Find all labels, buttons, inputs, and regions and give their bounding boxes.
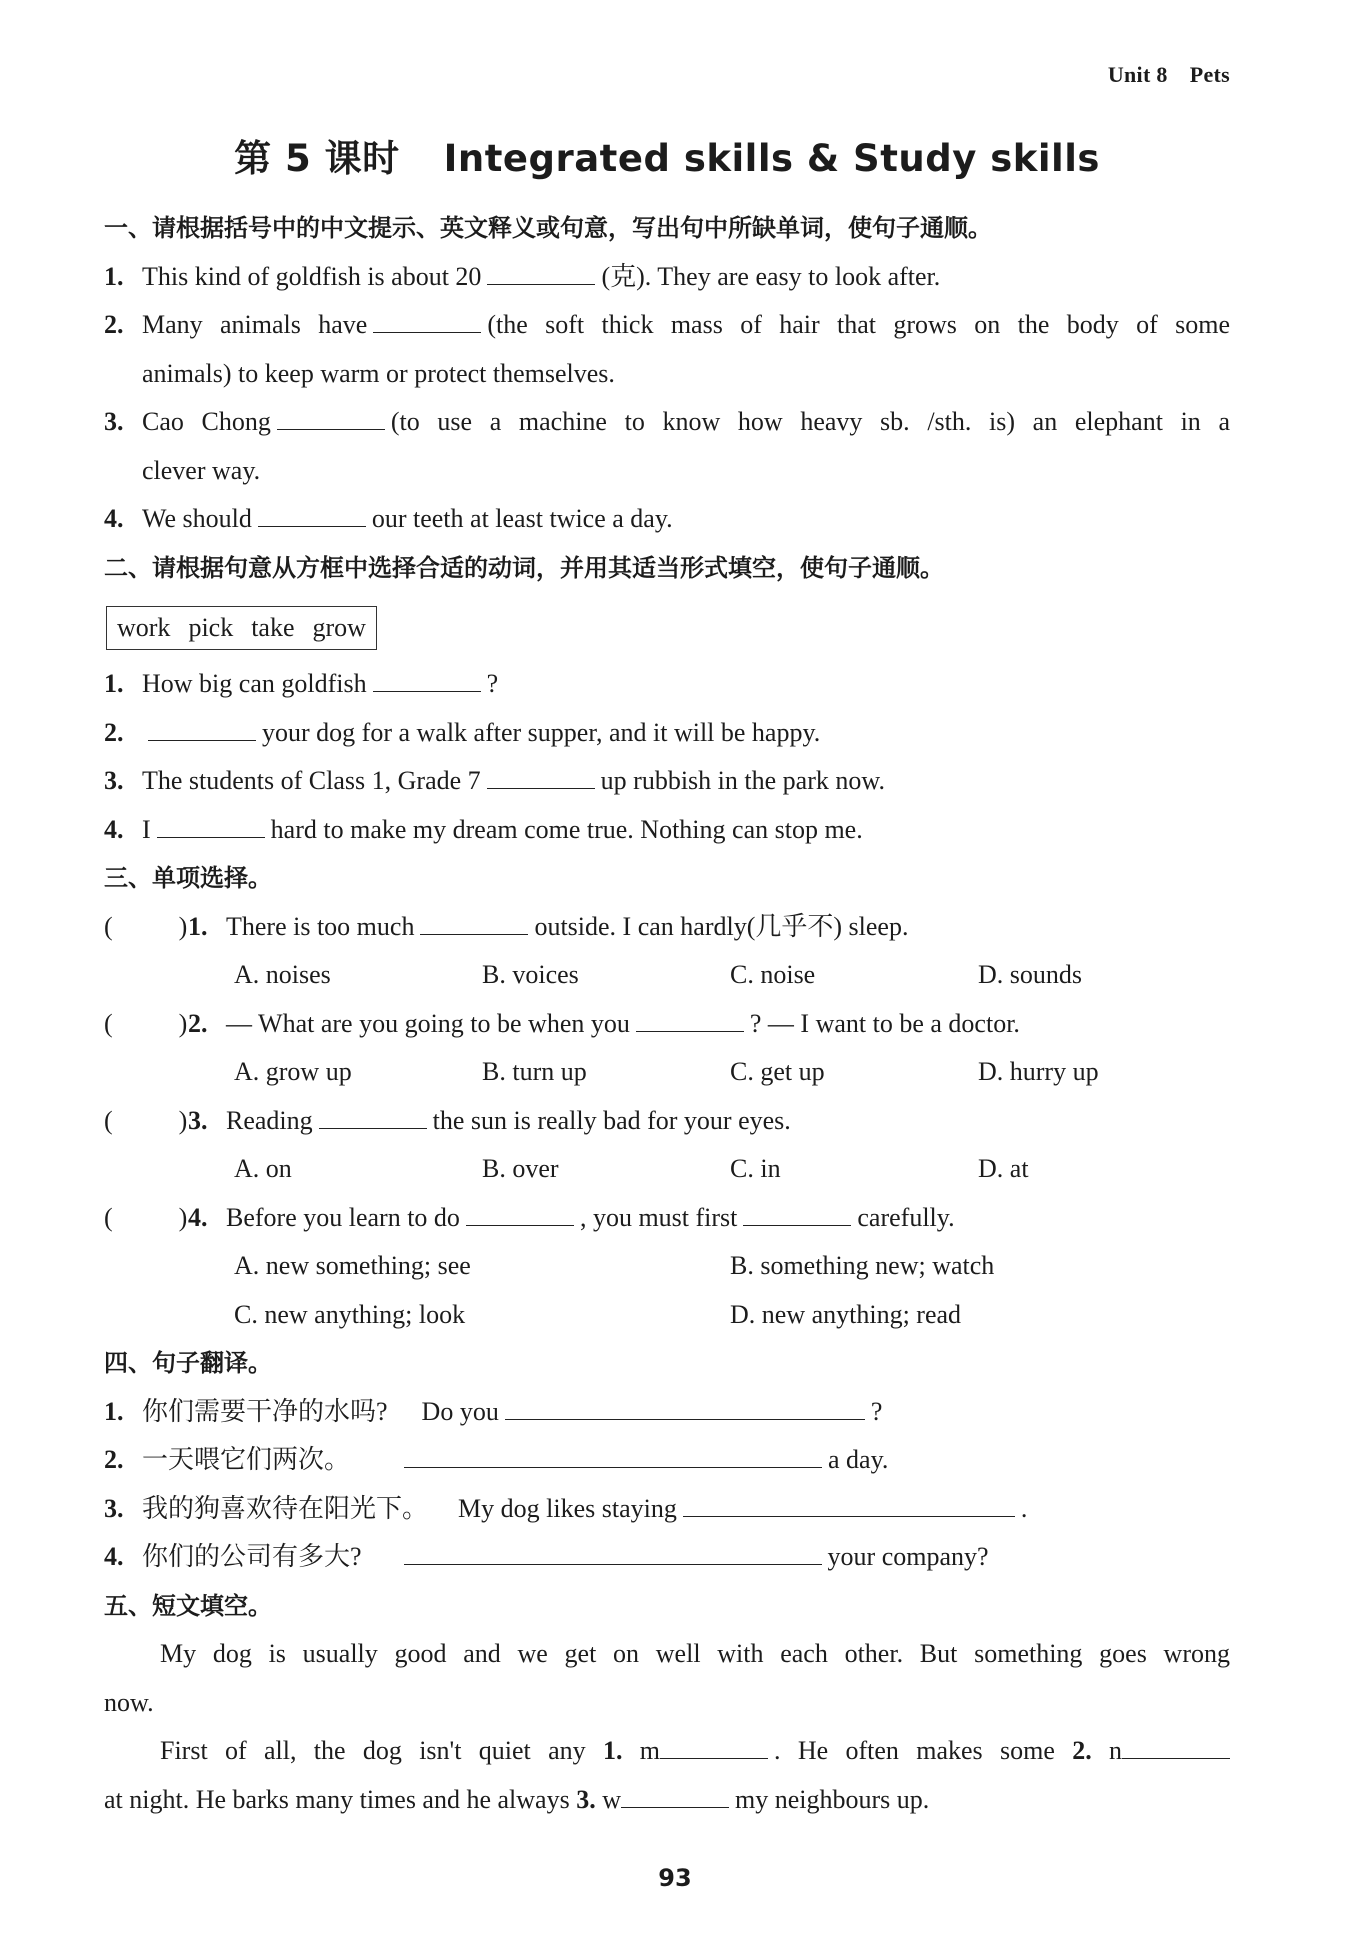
option-d[interactable]: D. at [978, 1154, 1029, 1183]
section-1-heading: 一、请根据括号中的中文提示、英文释义或句意，写出句中所缺单词，使句子通顺。 [104, 214, 992, 242]
section-4-heading: 四、句子翻译。 [104, 1349, 272, 1377]
lesson-title [104, 128, 1230, 182]
section-2-heading: 二、请根据句意从方框中选择合适的动词，并用其适当形式填空，使句子通顺。 [104, 553, 944, 582]
answer-blank[interactable] [660, 1736, 768, 1759]
section-3-heading: 三、单项选择。 [104, 864, 272, 892]
word-option: take [251, 613, 295, 642]
word-option: grow [312, 613, 366, 642]
answer-blank[interactable] [404, 1542, 822, 1565]
s1-question-3: 3. Cao Chong (to use a machine to know how heavy sb. /sth. is) an elephant in a [104, 407, 1230, 436]
s3-q3-options [104, 1145, 1230, 1194]
s2-question-2: 2. your dog for a walk after supper, and it will be happy. [104, 717, 821, 747]
option-a[interactable]: A. grow up [234, 1057, 352, 1086]
s1-question-2: 2. Many animals have (the soft thick mass of hair that grows on the body of some [104, 310, 1231, 339]
option-a[interactable]: A. new something; see [234, 1251, 471, 1280]
option-c[interactable]: C. in [730, 1154, 781, 1183]
s4-question-2: 2. 一天喂它们两次。 a day. [104, 1445, 889, 1474]
passage-line-1: My dog is usually good and we get on well with each other. But something goes wrong [160, 1639, 1230, 1668]
word-option: work [117, 613, 171, 642]
lesson-title-en: Integrated skills & Study skills [443, 137, 1100, 180]
lesson-title-cn: 第 5 课时 [234, 137, 400, 180]
option-c[interactable]: C. get up [730, 1057, 825, 1086]
option-b[interactable]: B. over [482, 1154, 559, 1183]
word-option: pick [188, 613, 234, 642]
s3-question-3: ( ) 3. Reading the sun is really bad for your eyes. [104, 1097, 1230, 1146]
answer-blank[interactable] [743, 1203, 851, 1226]
s3-question-2: ( ) 2. — What are you going to be when you ? — I want to be a doctor. [104, 1000, 1230, 1049]
passage-line-2: now. [104, 1687, 154, 1717]
option-a[interactable]: A. on [234, 1154, 292, 1183]
option-b[interactable]: B. turn up [482, 1057, 587, 1086]
answer-blank[interactable] [420, 912, 528, 935]
answer-blank[interactable] [505, 1397, 865, 1420]
answer-paren[interactable]: ( ) [104, 1105, 188, 1135]
section-5-heading: 五、短文填空。 [104, 1591, 272, 1620]
answer-blank[interactable] [487, 766, 595, 789]
option-d[interactable]: D. hurry up [978, 1057, 1099, 1086]
option-b[interactable]: B. something new; watch [730, 1251, 995, 1280]
answer-blank[interactable] [258, 504, 366, 527]
answer-blank[interactable] [466, 1203, 574, 1226]
option-c[interactable]: C. noise [730, 960, 816, 989]
option-c[interactable]: C. new anything; look [234, 1299, 466, 1329]
passage-line-4: at night. He barks many times and he always 3. w my neighbours up. [104, 1784, 930, 1814]
s2-question-4: 4. I hard to make my dream come true. Nothing can stop me. [104, 814, 863, 844]
s1-question-4: 4. We should our teeth at least twice a day. [104, 504, 673, 533]
answer-blank[interactable] [319, 1106, 427, 1129]
answer-blank[interactable] [148, 718, 256, 741]
s2-question-1: 1. How big can goldfish ? [104, 669, 499, 698]
unit-title: Pets [1189, 62, 1230, 87]
option-b[interactable]: B. voices [482, 960, 579, 989]
option-d[interactable]: D. new anything; read [730, 1299, 962, 1329]
answer-blank[interactable] [373, 669, 481, 692]
answer-paren[interactable]: ( ) [104, 911, 188, 941]
answer-paren[interactable]: ( ) [104, 1202, 188, 1232]
s3-q4-options-ab [104, 1242, 1230, 1291]
answer-blank[interactable] [373, 310, 481, 333]
s4-question-4: 4. 你们的公司有多大? your company? [104, 1542, 989, 1571]
answer-blank[interactable] [621, 1785, 729, 1808]
s2-question-3: 3. The students of Class 1, Grade 7 up rubbish in the park now. [104, 766, 885, 795]
s3-q4-options-cd [104, 1291, 1230, 1340]
answer-blank[interactable] [636, 1009, 744, 1032]
word-box [106, 606, 377, 650]
answer-blank[interactable] [487, 262, 595, 285]
s3-question-4: ( ) 4. Before you learn to do , you must first carefully. [104, 1194, 1230, 1243]
answer-blank[interactable] [1122, 1736, 1230, 1759]
s3-q2-options [104, 1048, 1230, 1097]
s1-question-3-cont: clever way. [142, 455, 261, 485]
answer-blank[interactable] [683, 1494, 1015, 1517]
answer-blank[interactable] [404, 1445, 822, 1468]
running-head [1108, 62, 1230, 88]
s1-question-1: 1. This kind of goldfish is about 20 (克). They are easy to look after. [104, 261, 941, 291]
s1-question-2-cont: animals) to keep warm or protect themselves. [142, 358, 615, 388]
s4-question-1: 1. 你们需要干净的水吗? Do you ? [104, 1396, 883, 1426]
s3-question-1: ( ) 1. There is too much outside. I can hardly(几乎不) sleep. [104, 903, 1230, 952]
answer-blank[interactable] [277, 407, 385, 430]
option-a[interactable]: A. noises [234, 960, 331, 989]
s4-question-3: 3. 我的狗喜欢待在阳光下。 My dog likes staying . [104, 1493, 1028, 1523]
unit-label: Unit 8 [1107, 62, 1168, 87]
page-number: 93 [658, 1864, 692, 1892]
answer-blank[interactable] [157, 815, 265, 838]
s3-q1-options [104, 951, 1230, 1000]
option-d[interactable]: D. sounds [978, 960, 1083, 989]
passage-line-3: First of all, the dog isn't quiet any 1. m . He often makes some 2. n [104, 1727, 1230, 1776]
answer-paren[interactable]: ( ) [104, 1008, 188, 1038]
